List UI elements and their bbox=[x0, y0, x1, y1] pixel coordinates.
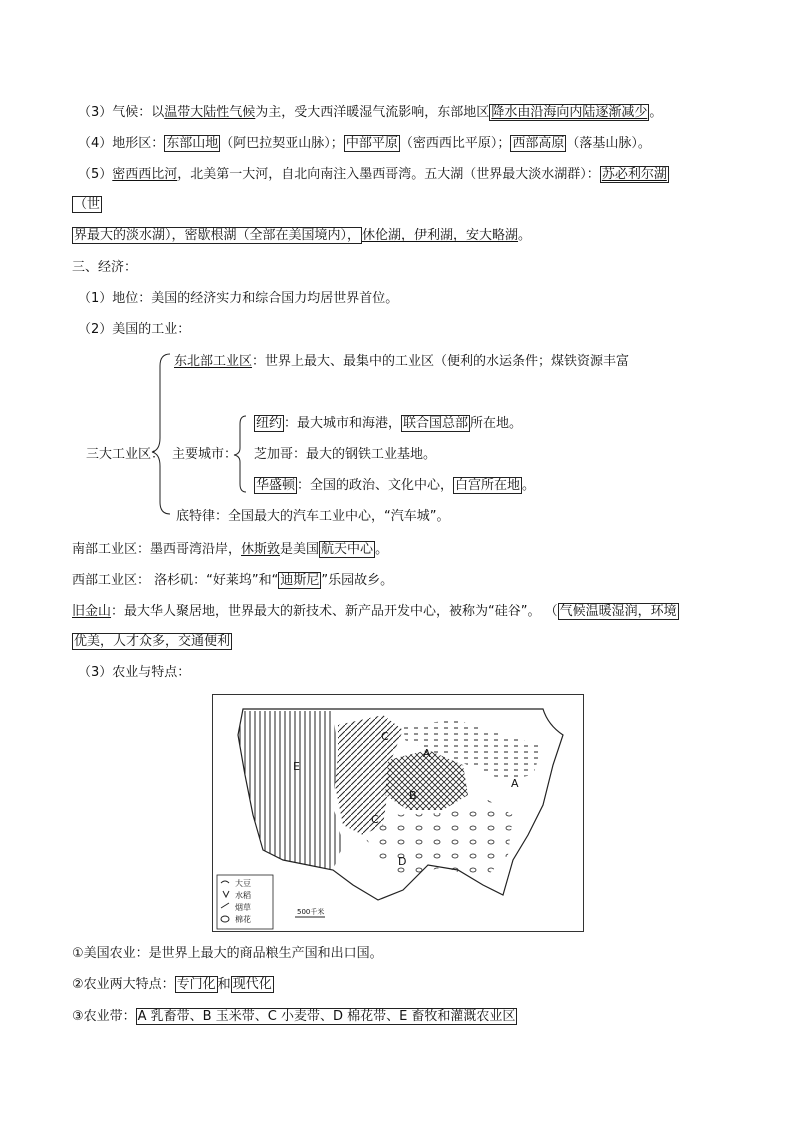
west-line bbox=[72, 572, 393, 590]
map-label-e: E bbox=[293, 760, 300, 773]
central-plain: 中部平原 bbox=[345, 136, 398, 151]
climate-line bbox=[78, 104, 662, 122]
northeast-line bbox=[174, 353, 629, 371]
east-note: （阿巴拉契亚山脉）； bbox=[220, 136, 344, 151]
rivers-text: ，北美第一大河，自北向南注入墨西哥湾。五大湖（世界最大淡水湖群）： bbox=[177, 167, 600, 182]
newyork-name: 纽约 bbox=[256, 416, 283, 431]
agri-item2 bbox=[72, 976, 274, 994]
main-cities-label: 主要城市： bbox=[172, 447, 238, 462]
terrain-line bbox=[78, 135, 651, 153]
un-headquarters: 联合国总部 bbox=[403, 416, 469, 431]
paren-world: （世 bbox=[74, 197, 101, 212]
map-label-d: D bbox=[398, 855, 407, 868]
south-line bbox=[72, 541, 388, 559]
washington-end: 。 bbox=[522, 478, 536, 493]
mississippi: 密西西比河 bbox=[112, 167, 178, 182]
legend-rice: 水稻 bbox=[235, 891, 251, 900]
three-areas-label: 三大工业区： bbox=[86, 447, 165, 462]
south-text: 南部工业区：墨西哥湾沿岸， bbox=[72, 542, 242, 557]
economy-status: （1）地位：美国的经济实力和综合国力均居世界首位。 bbox=[78, 291, 399, 306]
south-end: 。 bbox=[375, 542, 389, 557]
item2-mid: 和 bbox=[217, 977, 231, 992]
industry-heading: （2）美国的工业： bbox=[78, 322, 191, 337]
precipitation-trend: 降水由沿海向内陆逐渐减少 bbox=[491, 105, 648, 120]
rivers-line bbox=[78, 166, 669, 184]
lake-superior: 苏必利尔湖 bbox=[601, 167, 667, 182]
east-mountains: 东部山地 bbox=[166, 136, 219, 151]
item3-lead: ③农业带： bbox=[72, 1009, 136, 1024]
climate-mid: 为主，受大西洋暖湿气流影响，东部地区 bbox=[255, 105, 490, 120]
specialization: 专门化 bbox=[176, 977, 216, 992]
washington-text: ：全国的政治、文化中心， bbox=[297, 478, 454, 493]
detroit-line: 底特律：全国最大的汽车工业中心，“汽车城”。 bbox=[176, 509, 450, 524]
disney: 迪斯尼 bbox=[280, 573, 320, 588]
west-text: 西部工业区： 洛杉矶：“好莱坞”和“ bbox=[72, 573, 279, 588]
map-label-c1: C bbox=[381, 730, 389, 743]
map-label-a2: A bbox=[511, 777, 519, 790]
terrain-lead: （4）地形区： bbox=[78, 136, 165, 151]
northeast-text: ：世界上最大、最集中的工业区 bbox=[252, 354, 435, 369]
economy-heading: 三、经济： bbox=[72, 260, 138, 275]
washington-line bbox=[254, 477, 535, 495]
map-label-b: B bbox=[409, 789, 417, 802]
agri-belts: A 乳畜带、B 玉米带、C 小麦带、D 棉花带、E 畜牧和灌溉农业区 bbox=[137, 1009, 516, 1024]
chicago-line: 芝加哥：最大的钢铁工业基地。 bbox=[254, 447, 437, 462]
climate-type: 温带大陆性气候 bbox=[164, 105, 256, 120]
rivers-paren bbox=[72, 196, 102, 214]
climate-lead: （3）气候：以 bbox=[78, 105, 165, 120]
houston: 休斯敦 bbox=[241, 542, 281, 557]
sf-line bbox=[72, 603, 679, 621]
west-end: ”乐园故乡。 bbox=[321, 573, 394, 588]
washington-name: 华盛顿 bbox=[256, 478, 296, 493]
northeast-name: 东北部工业区 bbox=[174, 354, 253, 369]
sf-text: ：最大华人聚居地，世界最大的新技术、新产品开发中心，被称为“硅谷”。 （ bbox=[111, 604, 558, 619]
sf-climate-b: 优美，人才众多，交通便利 bbox=[74, 634, 231, 649]
central-note: （密西西比平原）； bbox=[399, 136, 511, 151]
map-label-a1: A bbox=[423, 747, 431, 760]
lakes-end: 。 bbox=[518, 228, 532, 243]
region-e bbox=[238, 711, 343, 870]
modernization: 现代化 bbox=[232, 977, 272, 992]
legend-cotton: 棉花 bbox=[235, 915, 251, 924]
lakes-tail: 休伦湖，伊利湖，安大略湖 bbox=[362, 228, 519, 243]
item2-lead: ②农业两大特点： bbox=[72, 977, 175, 992]
agriculture-map bbox=[212, 694, 584, 932]
sf-climate-a: 气候温暖湿润，环境 bbox=[559, 604, 677, 619]
san-francisco: 旧金山 bbox=[72, 604, 112, 619]
newyork-text: ：最大城市和海港， bbox=[284, 416, 402, 431]
agri-item3 bbox=[72, 1008, 517, 1026]
legend-soybean: 大豆 bbox=[235, 879, 251, 888]
scale-label: 500千米 bbox=[297, 908, 325, 916]
lakes-line bbox=[72, 227, 531, 245]
agriculture-heading: （3）农业与特点： bbox=[78, 665, 191, 680]
south-mid: 是美国 bbox=[280, 542, 320, 557]
sf-line-2 bbox=[72, 633, 232, 651]
white-house: 白宫所在地 bbox=[455, 478, 521, 493]
climate-end: 。 bbox=[649, 105, 663, 120]
northeast-conditions: （便利的水运条件；煤铁资源丰富 bbox=[434, 354, 630, 369]
lakes-boxed: 界最大的淡水湖），密歇根湖（全部在美国境内）， bbox=[74, 228, 361, 243]
newyork-line bbox=[254, 415, 522, 433]
rivers-lead: （5） bbox=[78, 167, 113, 182]
map-label-c2: C bbox=[371, 813, 379, 826]
space-center: 航天中心 bbox=[321, 542, 374, 557]
west-note: （落基山脉）。 bbox=[566, 136, 651, 151]
west-plateau: 西部高原 bbox=[512, 136, 565, 151]
agri-item1: ①美国农业：是世界上最大的商品粮生产国和出口国。 bbox=[72, 946, 383, 961]
newyork-end: 所在地。 bbox=[470, 416, 523, 431]
legend-tobacco: 烟草 bbox=[235, 903, 251, 912]
us-map-svg bbox=[213, 695, 583, 931]
